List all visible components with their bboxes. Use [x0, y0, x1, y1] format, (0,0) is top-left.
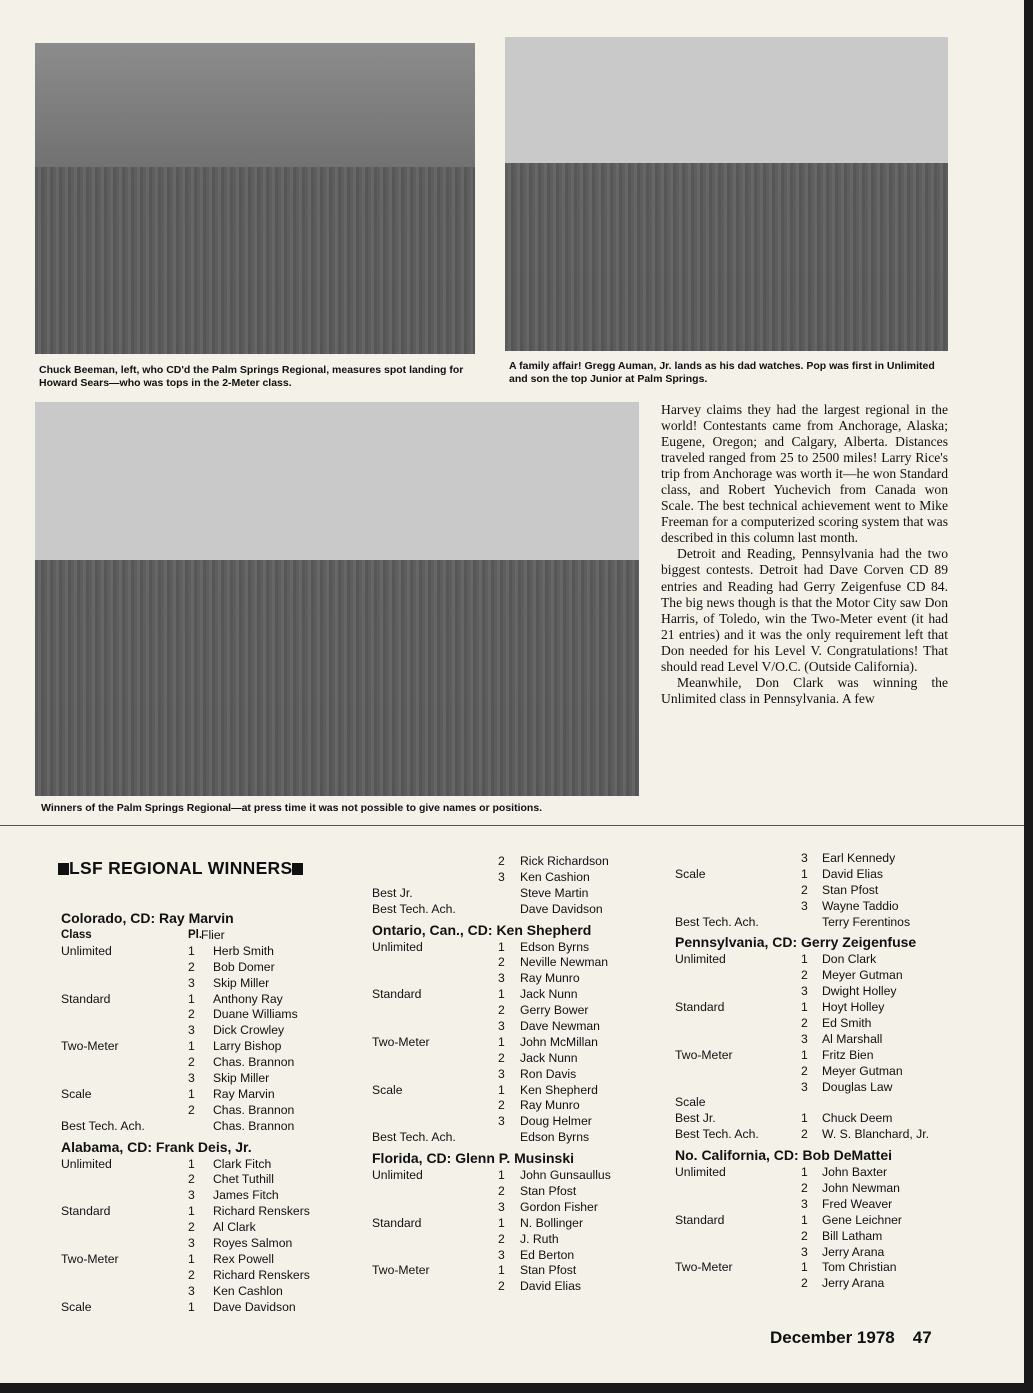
- result-flier: Ken Cashlon: [213, 1283, 283, 1298]
- result-place: 1: [188, 1039, 195, 1054]
- result-class: Two-Meter: [372, 1263, 430, 1278]
- result-row: [675, 1213, 975, 1229]
- result-place: 1: [498, 1082, 505, 1097]
- result-row: [675, 1181, 975, 1197]
- results-header-row: [61, 928, 351, 944]
- region-heading: Pennsylvania, CD: Gerry Zeigenfuse: [675, 934, 917, 951]
- result-flier: Fred Weaver: [822, 1196, 893, 1211]
- result-place: 3: [188, 1188, 195, 1203]
- result-place: 1: [801, 952, 808, 967]
- result-place: 1: [801, 1212, 808, 1227]
- result-flier: John McMillan: [520, 1034, 598, 1049]
- result-flier: Steve Martin: [520, 885, 589, 900]
- result-class: Best Jr.: [675, 1111, 716, 1126]
- result-row: [675, 1016, 975, 1032]
- result-flier: Royes Salmon: [213, 1236, 293, 1251]
- result-place: 2: [498, 1231, 505, 1246]
- result-place: 3: [188, 1023, 195, 1038]
- result-place: 2: [498, 854, 505, 868]
- result-place: 1: [188, 1251, 195, 1266]
- result-class: Standard: [61, 991, 111, 1006]
- result-place: 3: [801, 984, 808, 999]
- result-place: 2: [188, 959, 195, 974]
- result-row: [675, 915, 975, 931]
- article-paragraph: Meanwhile, Don Clark was winning the Unlimited class in Pennsylvania. A few: [661, 674, 948, 706]
- result-row: [372, 1232, 662, 1248]
- result-place: 1: [498, 1168, 505, 1183]
- result-row: [61, 1188, 351, 1204]
- result-row: [372, 1114, 662, 1130]
- result-flier: Duane Williams: [213, 1007, 298, 1022]
- result-class: Unlimited: [372, 1168, 423, 1183]
- result-row: [61, 1252, 351, 1268]
- result-row: [372, 1168, 662, 1184]
- result-flier: David Elias: [822, 866, 883, 881]
- result-flier: Earl Kennedy: [822, 851, 896, 865]
- result-row: [675, 1095, 975, 1111]
- caption-photo-1: Chuck Beeman, left, who CD'd the Palm Springs Regional, measures spot landing for Howard Sears—who was tops in the 2-Meter class.: [39, 364, 464, 389]
- result-class: Unlimited: [675, 952, 726, 967]
- result-place: 3: [498, 1114, 505, 1129]
- result-place: 2: [498, 955, 505, 970]
- caption-photo-3: Winners of the Palm Springs Regional—at press time it was not possible to give names or positions.: [41, 802, 543, 814]
- result-class: Unlimited: [675, 1165, 726, 1180]
- caption-photo-2: A family affair! Gregg Auman, Jr. lands as his dad watches. Pop was first in Unlimited and son the top Junior at Palm Springs.: [509, 360, 935, 385]
- result-place: 3: [801, 1244, 808, 1259]
- result-row: [675, 867, 975, 883]
- result-place: 2: [801, 968, 808, 983]
- result-place: 2: [188, 1055, 195, 1070]
- result-place: 2: [498, 1184, 505, 1199]
- result-class: Scale: [675, 1095, 706, 1110]
- result-class: Best Tech. Ach.: [675, 1127, 759, 1142]
- result-row: [372, 1083, 662, 1099]
- result-place: 1: [801, 1111, 808, 1126]
- result-flier: Skip Miller: [213, 1071, 270, 1086]
- result-flier: Edson Byrns: [520, 939, 590, 954]
- result-flier: Gerry Bower: [520, 1003, 589, 1018]
- result-place: 2: [188, 1102, 195, 1117]
- result-place: 3: [498, 869, 505, 884]
- article-body: [661, 402, 948, 707]
- result-flier: James Fitch: [213, 1188, 279, 1203]
- winners-heading: [58, 858, 303, 879]
- result-place: 2: [801, 1276, 808, 1291]
- result-flier: Rick Richardson: [520, 854, 609, 868]
- result-class: Best Tech. Ach.: [675, 914, 759, 929]
- result-flier: David Elias: [520, 1279, 581, 1294]
- result-class: Scale: [61, 1299, 92, 1314]
- result-place: 3: [801, 1079, 808, 1094]
- result-class: Two-Meter: [61, 1039, 119, 1054]
- result-class: Standard: [372, 1215, 422, 1230]
- region-heading: Colorado, CD: Ray Marvin: [61, 910, 234, 926]
- result-row: [675, 899, 975, 915]
- result-place: 3: [188, 975, 195, 990]
- result-place: 1: [801, 1000, 808, 1015]
- result-row: [372, 1067, 662, 1083]
- class-header: Class: [61, 929, 92, 941]
- result-row: [61, 1172, 351, 1188]
- issue-date: December 1978: [770, 1328, 895, 1347]
- result-flier: Jerry Arana: [822, 1244, 885, 1259]
- result-flier: Stan Pfost: [822, 882, 879, 897]
- photo-family-affair: [505, 37, 948, 351]
- result-row: [61, 1204, 351, 1220]
- result-flier: Al Marshall: [822, 1031, 883, 1046]
- result-flier: Ray Munro: [520, 1098, 580, 1113]
- result-flier: Dave Newman: [520, 1019, 600, 1034]
- result-row: [675, 952, 975, 968]
- result-row: [675, 1260, 975, 1276]
- result-flier: Dwight Holley: [822, 984, 897, 999]
- result-flier: W. S. Blanchard, Jr.: [822, 1127, 930, 1142]
- result-class: Scale: [675, 866, 706, 881]
- result-place: 2: [188, 1172, 195, 1187]
- result-place: 3: [498, 1066, 505, 1081]
- result-flier: Dave Davidson: [520, 901, 603, 916]
- result-place: 3: [498, 971, 505, 986]
- place-header: Pl.: [188, 929, 203, 941]
- result-class: Unlimited: [61, 943, 112, 958]
- result-flier: Chas. Brannon: [213, 1118, 295, 1133]
- result-class: Standard: [372, 987, 422, 1002]
- result-class: Two-Meter: [372, 1034, 430, 1049]
- result-place: 2: [801, 1127, 808, 1142]
- result-row: [372, 902, 662, 918]
- result-flier: Gene Leichner: [822, 1212, 902, 1227]
- result-flier: Ron Davis: [520, 1066, 577, 1081]
- result-row: [372, 987, 662, 1003]
- result-row: [372, 955, 662, 971]
- result-row: [372, 1200, 662, 1216]
- result-flier: Chas. Brannon: [213, 1055, 295, 1070]
- result-row: [61, 1284, 351, 1300]
- result-flier: Neville Newman: [520, 955, 609, 970]
- result-row: [372, 870, 662, 886]
- result-place: 3: [498, 1199, 505, 1214]
- result-flier: Stan Pfost: [520, 1263, 577, 1278]
- result-flier: Richard Renskers: [213, 1204, 310, 1219]
- result-class: Scale: [372, 1082, 403, 1097]
- result-place: 3: [188, 1283, 195, 1298]
- result-row: [61, 1236, 351, 1252]
- result-row: [675, 1197, 975, 1213]
- result-flier: Rex Powell: [213, 1251, 274, 1266]
- result-place: 1: [498, 987, 505, 1002]
- result-class: Standard: [675, 1000, 725, 1015]
- result-row: [61, 1071, 351, 1087]
- result-flier: Ray Munro: [520, 971, 580, 986]
- article-paragraph: Detroit and Reading, Pennsylvania had the two biggest contests. Detroit had Dave Corven CD 89 entries and Reading had Gerry Zeigenfuse CD 84. The big news though is that the Motor City saw Don Harris, of Toledo, win the Two-Meter event (it had 21 entries) and it was the only requirement left that Don needed for his Level V. Congratulations! That should read Level V/O.C. (Outside California).: [661, 546, 948, 674]
- result-class: Standard: [675, 1212, 725, 1227]
- result-row: [61, 1103, 351, 1119]
- region-heading: Ontario, Can., CD: Ken Shepherd: [372, 921, 592, 938]
- result-class: Best Tech. Ach.: [372, 901, 456, 916]
- result-flier: Chuck Deem: [822, 1111, 893, 1126]
- result-flier: Herb Smith: [213, 943, 274, 958]
- result-class: Best Jr.: [372, 885, 413, 900]
- result-row: [372, 1263, 662, 1279]
- result-flier: Jack Nunn: [520, 1050, 578, 1065]
- photo-spot-landing: [35, 43, 475, 354]
- result-row: [61, 1220, 351, 1236]
- square-bullet-icon: [292, 863, 303, 875]
- result-flier: Dave Davidson: [213, 1299, 296, 1314]
- result-flier: Meyer Gutman: [822, 1063, 903, 1078]
- winners-column-2: [372, 854, 662, 1295]
- result-place: 2: [188, 1220, 195, 1235]
- region-heading: Alabama, CD: Frank Deis, Jr.: [61, 1138, 252, 1155]
- result-row: [372, 1098, 662, 1114]
- result-flier: Ray Marvin: [213, 1086, 275, 1101]
- page-footer: [770, 1328, 932, 1348]
- result-place: 1: [188, 1299, 195, 1314]
- result-place: 1: [801, 866, 808, 881]
- result-place: 1: [188, 1086, 195, 1101]
- result-row: [372, 1051, 662, 1067]
- result-class: Best Tech. Ach.: [61, 1118, 145, 1133]
- result-row: [61, 1055, 351, 1071]
- result-class: Two-Meter: [61, 1251, 119, 1266]
- result-row: [372, 854, 662, 870]
- result-flier: Jerry Arana: [822, 1276, 885, 1291]
- result-row: [675, 1064, 975, 1080]
- photo-regional-winners: [35, 402, 639, 796]
- result-flier: Tom Christian: [822, 1260, 897, 1275]
- result-place: 3: [801, 1196, 808, 1211]
- result-place: 3: [801, 898, 808, 913]
- result-place: 1: [801, 1047, 808, 1062]
- winners-column-1: [61, 906, 351, 1315]
- result-flier: Fritz Bien: [822, 1047, 874, 1062]
- result-class: Two-Meter: [675, 1260, 733, 1275]
- result-flier: Stan Pfost: [520, 1184, 577, 1199]
- square-bullet-icon: [58, 863, 69, 875]
- result-flier: Anthony Ray: [213, 991, 283, 1006]
- result-place: 3: [498, 1019, 505, 1034]
- result-place: 1: [801, 1165, 808, 1180]
- result-place: 1: [498, 1263, 505, 1278]
- result-row: [372, 1019, 662, 1035]
- result-flier: John Baxter: [822, 1165, 888, 1180]
- section-divider: [0, 825, 1024, 826]
- result-place: 2: [498, 1279, 505, 1294]
- result-flier: Ken Cashion: [520, 869, 590, 884]
- region-heading: Florida, CD: Glenn P. Musinski: [372, 1150, 574, 1167]
- result-row: [61, 960, 351, 976]
- result-flier: Edson Byrns: [520, 1130, 590, 1145]
- result-place: 3: [801, 1031, 808, 1046]
- result-place: 2: [801, 1228, 808, 1243]
- result-flier: Ed Smith: [822, 1016, 872, 1031]
- result-place: 2: [188, 1267, 195, 1282]
- result-flier: Chas. Brannon: [213, 1102, 295, 1117]
- result-place: 2: [498, 1003, 505, 1018]
- result-flier: Richard Renskers: [213, 1267, 310, 1282]
- result-row: [61, 1268, 351, 1284]
- page-number: 47: [912, 1328, 932, 1347]
- result-place: 2: [498, 1098, 505, 1113]
- result-flier: Larry Bishop: [213, 1039, 282, 1054]
- result-row: [675, 1032, 975, 1048]
- result-row: [675, 1229, 975, 1245]
- result-row: [372, 886, 662, 902]
- result-place: 1: [188, 1204, 195, 1219]
- result-row: [61, 1023, 351, 1039]
- result-row: [61, 1007, 351, 1023]
- result-flier: Chet Tuthill: [213, 1172, 274, 1187]
- result-flier: Terry Ferentinos: [822, 914, 911, 929]
- result-flier: Hoyt Holley: [822, 1000, 885, 1015]
- result-flier: Gordon Fisher: [520, 1199, 598, 1214]
- result-flier: Skip Miller: [213, 975, 270, 990]
- result-place: 3: [188, 1071, 195, 1086]
- result-place: 1: [498, 1034, 505, 1049]
- result-flier: Douglas Law: [822, 1079, 893, 1094]
- result-flier: Meyer Gutman: [822, 968, 903, 983]
- result-row: [675, 1165, 975, 1181]
- result-row: [675, 1245, 975, 1261]
- result-flier: Jack Nunn: [520, 987, 578, 1002]
- result-flier: J. Ruth: [520, 1231, 559, 1246]
- result-flier: John Newman: [822, 1181, 900, 1196]
- article-paragraph: Harvey claims they had the largest regional in the world! Contestants came from Anchorage, Alaska; Eugene, Oregon; and Calgary, Alberta. Distances traveled ranged from 25 to 2500 miles! Larry Rice's trip from Anchorage was worth it—he won Standard class, and Robert Yuchevich from Canada won Scale. The best technical achievement went to Mike Freeman for a computerized scoring system that was described in this column last month.: [661, 402, 948, 546]
- result-flier: N. Bollinger: [520, 1215, 583, 1230]
- result-row: [372, 1003, 662, 1019]
- result-row: [675, 984, 975, 1000]
- result-place: 2: [801, 1016, 808, 1031]
- region-heading: No. California, CD: Bob DeMattei: [675, 1147, 893, 1164]
- result-class: Two-Meter: [675, 1047, 733, 1062]
- result-class: Standard: [61, 1204, 111, 1219]
- result-row: [372, 1035, 662, 1051]
- result-row: [675, 968, 975, 984]
- result-place: 1: [188, 943, 195, 958]
- result-row: [675, 883, 975, 899]
- result-place: 3: [801, 851, 808, 865]
- result-place: 2: [801, 882, 808, 897]
- result-place: 1: [498, 1215, 505, 1230]
- result-flier: Bob Domer: [213, 959, 275, 974]
- result-place: 2: [801, 1181, 808, 1196]
- result-flier: Wayne Taddio: [822, 898, 899, 913]
- result-row: [372, 971, 662, 987]
- winners-column-3: [675, 851, 975, 1292]
- result-place: 2: [801, 1063, 808, 1078]
- result-row: [61, 944, 351, 960]
- result-row: [372, 1130, 662, 1146]
- result-row: [372, 940, 662, 956]
- result-row: [61, 1039, 351, 1055]
- result-flier: John Gunsaullus: [520, 1168, 611, 1183]
- result-flier: Ken Shepherd: [520, 1082, 598, 1097]
- winners-title-text: LSF REGIONAL WINNERS: [69, 858, 293, 878]
- result-place: 1: [188, 991, 195, 1006]
- result-flier: Don Clark: [822, 952, 877, 967]
- result-place: 2: [188, 1007, 195, 1022]
- result-row: [372, 1279, 662, 1295]
- result-flier: Doug Helmer: [520, 1114, 592, 1129]
- result-row: [372, 1216, 662, 1232]
- result-row: [61, 1157, 351, 1173]
- result-row: [61, 1300, 351, 1316]
- result-flier: Clark Fitch: [213, 1156, 272, 1171]
- result-place: 1: [801, 1260, 808, 1275]
- result-row: [675, 1048, 975, 1064]
- result-class: Best Tech. Ach.: [372, 1130, 456, 1145]
- result-flier: Al Clark: [213, 1220, 256, 1235]
- result-row: [675, 1127, 975, 1143]
- result-flier: Dick Crowley: [213, 1023, 285, 1038]
- result-row: [61, 1119, 351, 1135]
- result-class: Unlimited: [61, 1156, 112, 1171]
- result-row: [675, 1111, 975, 1127]
- result-flier: Ed Berton: [520, 1247, 575, 1262]
- result-flier: Bill Latham: [822, 1228, 883, 1243]
- result-class: Unlimited: [372, 939, 423, 954]
- result-place: 1: [498, 939, 505, 954]
- result-place: 3: [498, 1247, 505, 1262]
- result-row: [675, 1276, 975, 1292]
- result-row: [675, 1080, 975, 1096]
- result-place: 1: [188, 1156, 195, 1171]
- result-row: [372, 1184, 662, 1200]
- result-row: [372, 1248, 662, 1264]
- result-row: [61, 1087, 351, 1103]
- result-place: 2: [498, 1050, 505, 1065]
- result-place: 3: [188, 1236, 195, 1251]
- result-class: Scale: [61, 1086, 92, 1101]
- result-row: [61, 992, 351, 1008]
- result-row: [675, 851, 975, 867]
- result-row: [675, 1000, 975, 1016]
- flier-header: Flier: [201, 928, 225, 942]
- result-row: [61, 976, 351, 992]
